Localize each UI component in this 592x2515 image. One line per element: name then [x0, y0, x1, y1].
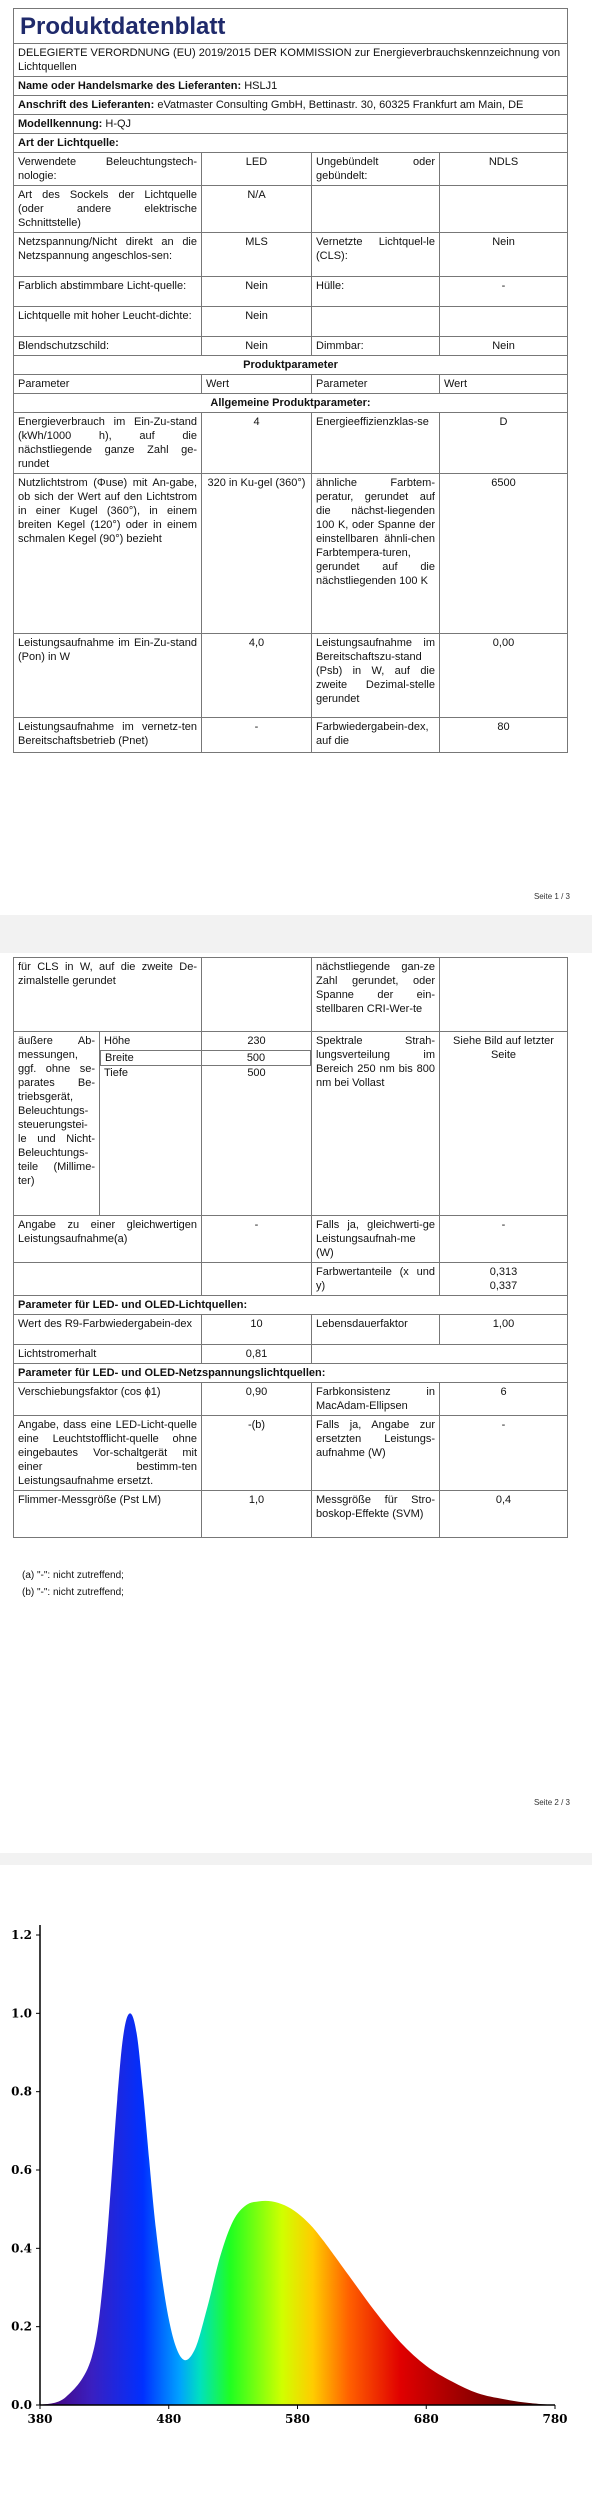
- param-label: Leistungsaufnahme im Ein-Zu-stand (Pon) in W: [14, 634, 202, 717]
- light-value: Nein: [202, 277, 312, 306]
- light-value-2: -: [501, 280, 506, 292]
- dims-names: [100, 1032, 202, 1215]
- r9-row: [14, 1315, 567, 1345]
- param-row: [14, 474, 567, 634]
- param-label-2: Energieeffizienzklas-se: [312, 413, 440, 473]
- y-tick-label: 0.4: [11, 2241, 32, 2256]
- light-label-2: Dimmbar:: [312, 337, 440, 355]
- empty-cell: [14, 1263, 202, 1295]
- produktparameter-row: [14, 356, 567, 375]
- x-tick-label: 580: [284, 2412, 311, 2426]
- farbwert-x: 0,313: [489, 1266, 518, 1278]
- dim-name: Breite: [100, 1050, 202, 1066]
- spectral-value: Siehe Bild auf letzter Seite: [453, 1035, 554, 1061]
- netz-heading: Parameter für LED- und OLED-Netzspannungslichtquellen:: [18, 1367, 326, 1379]
- param-value-empty: [202, 958, 312, 1031]
- falls-label: Falls ja, gleichwerti-ge Leistungsaufnah-me (W): [312, 1216, 440, 1262]
- flimmer-value: 1,0: [202, 1491, 312, 1537]
- light-value: Nein: [202, 307, 312, 336]
- model-row: [14, 115, 567, 134]
- light-row: [14, 277, 567, 307]
- spectrum-chart: [0, 1865, 592, 2510]
- x-tick-label: 680: [413, 2412, 439, 2426]
- light-label: Farblich abstimmbare Licht-quelle:: [14, 277, 202, 306]
- page-number-2: Seite 2 / 3: [533, 1798, 570, 1807]
- param-label: Energieverbrauch im Ein-Zu-stand (kWh/1000 h), auf die nächstliegende ganze Zahl ge-rundet: [14, 413, 202, 473]
- light-label: Verwendete Beleuchtungstech-nologie:: [14, 153, 202, 185]
- param-label: Leistungsaufnahme im vernetz-ten Bereitschaftsbetrieb (Pnet): [14, 718, 202, 752]
- dim-value: 230: [247, 1035, 266, 1047]
- page-number-1: Seite 1 / 3: [533, 892, 570, 901]
- param-value: 320 in Ku-gel (360°): [202, 474, 312, 633]
- x-tick-label: 780: [542, 2412, 568, 2426]
- light-value-2: NDLS: [488, 156, 519, 168]
- farbwert-y: 0,337: [489, 1280, 518, 1292]
- column-header-row: [14, 375, 567, 394]
- param-row: [14, 413, 567, 474]
- fallsja-value: -: [501, 1419, 506, 1431]
- light-row: [14, 153, 567, 186]
- param-value-2: 6500: [491, 477, 516, 489]
- empty-cell: [312, 1345, 567, 1363]
- plot-area: [11, 1925, 567, 2426]
- cos-label: Verschiebungsfaktor (cos ϕ1): [14, 1383, 202, 1415]
- param-label: für CLS in W, auf die zweite De-zimalstelle gerundet: [14, 958, 202, 1031]
- life-label: Lebensdauerfaktor: [312, 1315, 440, 1344]
- light-row: [14, 307, 567, 337]
- allgemeine-heading: Allgemeine Produktparameter:: [14, 394, 567, 412]
- param-row: [14, 718, 567, 752]
- x-tick-label: 380: [27, 2412, 53, 2426]
- supplier-addr: eVatmaster Consulting GmbH, Bettinastr. 30, 60325 Frankfurt am Main, DE: [157, 99, 524, 111]
- page-1: [0, 0, 592, 915]
- y-tick-label: 0.2: [11, 2319, 32, 2334]
- y-tick-label: 1.0: [11, 2006, 32, 2021]
- farbkon-value: 6: [500, 1386, 507, 1398]
- col-param-2: Parameter: [312, 375, 440, 393]
- flimmer-row: [14, 1491, 567, 1537]
- col-value: Wert: [202, 375, 312, 393]
- model-value: H-QJ: [105, 118, 132, 130]
- fallsja-label: Falls ja, Angabe zur ersetzten Leistungs-aufnahme (W): [312, 1416, 440, 1490]
- angabe-value: -(b): [202, 1416, 312, 1490]
- param-label: Nutzlichtstrom (Φuse) mit An-gabe, ob sich der Wert auf den Lichtstrom in einer Kugel (360°), in einem breiten Kegel (120°) oder in einem schmalen Kegel (90°) bezieht: [14, 474, 202, 633]
- page-gap: [0, 915, 592, 953]
- netz-head-row: [14, 1364, 567, 1383]
- light-label-2: [312, 307, 440, 336]
- footnote-b: (b) "-": nicht zutreffend;: [22, 1587, 124, 1598]
- param-value-2: D: [499, 416, 508, 428]
- footnote-a: (a) "-": nicht zutreffend;: [22, 1570, 124, 1581]
- angabe-label: Angabe, dass eine LED-Licht-quelle eine Leuchtstofflicht-quelle ohne eingebautes Vor-schaltgerät mit einer bestimm-ten Leistungsaufnahme ersetzt.: [14, 1416, 202, 1490]
- light-label-2: Hülle:: [312, 277, 440, 306]
- allgemeine-row: [14, 394, 567, 413]
- light-label: Netzspannung/Nicht direkt an die Netzspannung angeschlos-sen:: [14, 233, 202, 276]
- light-row: [14, 186, 567, 233]
- y-tick-label: 0.8: [11, 2084, 32, 2099]
- light-value: Nein: [202, 337, 312, 355]
- stro-value: 0,4: [495, 1494, 512, 1506]
- col-param: Parameter: [14, 375, 202, 393]
- farbwert-label: Farbwertanteile (x und y): [312, 1263, 440, 1295]
- stro-label: Messgröße für Stro-boskop-Effekte (SVM): [312, 1491, 440, 1537]
- sheet-1: [13, 8, 568, 753]
- light-label: Lichtquelle mit hoher Leucht-dichte:: [14, 307, 202, 336]
- dim-name: Tiefe: [104, 1067, 129, 1079]
- light-label: Art des Sockels der Lichtquelle (oder andere elektrische Schnittstelle): [14, 186, 202, 232]
- light-rows: [14, 153, 567, 356]
- light-label: Blendschutzschild:: [14, 337, 202, 355]
- led-oled-heading: Parameter für LED- und OLED-Lichtquellen:: [18, 1299, 248, 1311]
- equiv-label: Angabe zu einer gleichwertigen Leistungsaufnahme(a): [14, 1216, 202, 1262]
- type-row: [14, 134, 567, 153]
- param-label-2: Farbwiedergabein-dex, auf die: [312, 718, 440, 752]
- falls-value: -: [501, 1219, 506, 1231]
- dims-label: äußere Ab-messungen, ggf. ohne se-parates Be-triebsgerät, Beleuchtungs-steuerungstei-le und Nicht-Beleuchtungs-teile (Millime-ter): [14, 1032, 100, 1215]
- light-label-2: Vernetzte Lichtquel-le (CLS):: [312, 233, 440, 276]
- param-value-2: 0,00: [492, 637, 515, 649]
- lumen-label: Lichtstromerhalt: [14, 1345, 202, 1363]
- y-tick-label: 0.0: [11, 2398, 32, 2412]
- dim-value: 500: [247, 1067, 266, 1079]
- dims-values: [202, 1032, 312, 1215]
- supplier-name: HSLJ1: [244, 80, 278, 92]
- light-value-2: Nein: [492, 236, 515, 248]
- param-value: 4,0: [202, 634, 312, 717]
- led-oled-head-row: [14, 1296, 567, 1315]
- page-3: [0, 1865, 592, 2510]
- param-label-2: ähnliche Farbtem-peratur, gerundet auf die nächst-liegenden 100 K, oder Spanne der einstellbaren ähnli-chen Farbtempera-turen, gerundet auf die nächstliegenden 100 K: [312, 474, 440, 633]
- flimmer-label: Flimmer-Messgröße (Pst LM): [14, 1491, 202, 1537]
- light-value-2: Nein: [492, 340, 515, 352]
- supplier-name-row: [14, 77, 567, 96]
- page-title: Produktdatenblatt: [14, 9, 567, 44]
- param-value-2-empty: [440, 958, 567, 1031]
- param-row-cont: [14, 958, 567, 1032]
- produktparameter-heading: Produktparameter: [14, 356, 567, 374]
- light-row: [14, 233, 567, 277]
- r9-value: 10: [202, 1315, 312, 1344]
- param-row: [14, 634, 567, 718]
- lumen-value: 0,81: [202, 1345, 312, 1363]
- dims-row: [14, 1032, 567, 1216]
- param-value-2: 80: [497, 721, 510, 733]
- spectral-label: Spektrale Strah-lungsverteilung im Bereich 250 nm bis 800 nm bei Vollast: [312, 1032, 440, 1215]
- param-value: 4: [202, 413, 312, 473]
- dim-value: 500: [201, 1050, 311, 1066]
- subtitle-row: [14, 44, 567, 77]
- empty-cell: [202, 1263, 312, 1295]
- light-label-2: Ungebündelt oder gebündelt:: [312, 153, 440, 185]
- sheet-2: [13, 957, 568, 1538]
- cos-value: 0,90: [202, 1383, 312, 1415]
- y-tick-label: 1.2: [11, 1928, 32, 1942]
- angabe-row: [14, 1416, 567, 1491]
- supplier-addr-row: [14, 96, 567, 115]
- param-value: -: [202, 718, 312, 752]
- param-label-2: Leistungsaufnahme im Bereitschaftszu-stand (Psb) in W, auf die zweite Dezimal-stelle gerundet: [312, 634, 440, 717]
- model-label: Modellkennung:: [18, 118, 103, 130]
- light-value: N/A: [202, 186, 312, 232]
- farbkon-label: Farbkonsistenz in MacAdam-Ellipsen: [312, 1383, 440, 1415]
- cos-row: [14, 1383, 567, 1416]
- supplier-addr-label: Anschrift des Lieferanten:: [18, 99, 155, 111]
- farbwert-row: [14, 1263, 567, 1296]
- light-value: MLS: [202, 233, 312, 276]
- equiv-row: [14, 1216, 567, 1263]
- light-value: LED: [202, 153, 312, 185]
- y-tick-label: 0.6: [11, 2163, 32, 2177]
- life-value: 1,00: [492, 1318, 515, 1330]
- light-value-2: [440, 186, 567, 232]
- lumen-row: [14, 1345, 567, 1364]
- r9-label: Wert des R9-Farbwiedergabein-dex: [14, 1315, 202, 1344]
- x-tick-label: 480: [156, 2412, 182, 2426]
- page-gap: [0, 1853, 592, 1865]
- spectrum-area: [40, 2013, 555, 2405]
- light-label-2: [312, 186, 440, 232]
- type-label: Art der Lichtquelle:: [18, 137, 119, 149]
- subtitle: DELEGIERTE VERORDNUNG (EU) 2019/2015 DER KOMMISSION zur Energieverbrauchskennzeichnung von Lichtquellen: [18, 47, 561, 73]
- col-value-2: Wert: [444, 378, 468, 390]
- light-row: [14, 337, 567, 356]
- farbwert-values: [440, 1263, 567, 1295]
- param-label-2: nächstliegende gan-ze Zahl gerundet, oder Spanne der ein-stellbaren CRI-Wer-te: [312, 958, 440, 1031]
- dim-name: Höhe: [104, 1035, 131, 1047]
- page-2: [0, 953, 592, 1853]
- light-value-2: [440, 307, 567, 336]
- supplier-name-label: Name oder Handelsmarke des Lieferanten:: [18, 80, 242, 92]
- equiv-value: -: [202, 1216, 312, 1262]
